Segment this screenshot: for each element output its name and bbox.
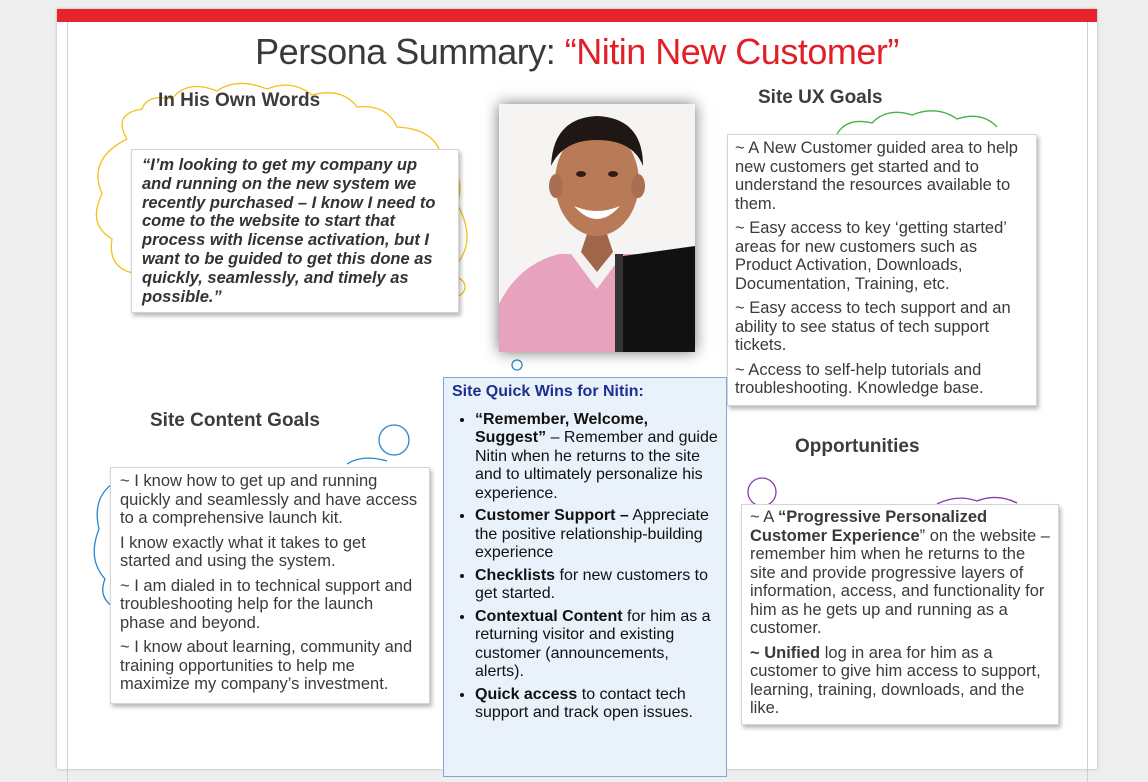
quick-win-bold: Quick access bbox=[475, 685, 578, 703]
own-words-heading: In His Own Words bbox=[158, 90, 321, 111]
quick-win-item bbox=[475, 411, 718, 504]
opportunity-item bbox=[750, 644, 1050, 718]
own-words-quote-card bbox=[131, 149, 459, 313]
opportunity-bold: ~ Unified bbox=[750, 643, 821, 662]
opportunity-lead: ~ A bbox=[750, 508, 778, 526]
content-goal-item: ~ I am dialed in to technical support and troubleshooting help for the launch phase and beyond. bbox=[120, 576, 413, 632]
quick-win-text: – Remember and guide Nitin when he returns to the site and to ultimately personalize his experience. bbox=[475, 429, 718, 502]
quick-win-item bbox=[475, 686, 718, 723]
quick-win-text: for him as a returning visitor and existing customer (announcements, alerts). bbox=[475, 607, 711, 680]
ux-goal-item: ~ A New Customer guided area to help new customers get started and to understand the resources available to them. bbox=[735, 139, 1018, 213]
quick-win-text: for new customers to get started. bbox=[475, 566, 708, 602]
own-words-quote: “I’m looking to get my company up and running on the new system we recently purchased – I know I need to come to the website to start that process with license activation, but I want to be guided to get this done as quickly, seamlessly, and timely as possible.” bbox=[142, 156, 436, 306]
quick-wins-panel bbox=[443, 377, 727, 777]
opportunity-item bbox=[750, 508, 1050, 638]
green-cloud bbox=[837, 111, 997, 134]
opportunity-text: log in area for him as a customer to give him access to support, learning, training, downloads, and the like. bbox=[750, 643, 1041, 717]
ux-goal-item: ~ Easy access to tech support and an ability to see status of tech support tickets. bbox=[735, 299, 1011, 354]
ux-goal-item: ~ Access to self-help tutorials and troubleshooting. Knowledge base. bbox=[735, 360, 984, 397]
quick-win-bold: Checklists bbox=[475, 566, 556, 584]
ux-goals-heading: Site UX Goals bbox=[758, 87, 883, 108]
content-goals-heading: Site Content Goals bbox=[150, 410, 320, 431]
quick-wins-list bbox=[452, 411, 718, 723]
quick-win-bold: Customer Support – bbox=[475, 507, 629, 524]
opportunities-heading: Opportunities bbox=[795, 436, 920, 457]
ux-goals-card bbox=[727, 134, 1037, 406]
content-goals-card bbox=[110, 467, 430, 704]
page-title bbox=[57, 31, 1097, 73]
title-prefix: Persona Summary: bbox=[255, 31, 565, 72]
quick-win-text: to contact tech support and track open issues. bbox=[475, 685, 693, 721]
content-goal-item: I know exactly what it takes to get started and using the system. bbox=[120, 533, 366, 570]
quick-win-item bbox=[475, 507, 718, 563]
opportunity-bold: “Progressive Personalized Customer Experience bbox=[750, 508, 988, 545]
persona-slide bbox=[57, 9, 1097, 769]
persona-photo bbox=[499, 104, 695, 352]
purple-cloud bbox=[748, 478, 1017, 506]
quick-win-item bbox=[475, 567, 718, 604]
quick-win-text: Appreciate the positive relationship-building experience bbox=[475, 507, 709, 561]
content-goal-item: ~ I know about learning, community and training opportunities to help me maximize my company’s investment. bbox=[120, 638, 413, 693]
ux-goal-item: ~ Easy access to key ‘getting started’ areas for new customers such as Product Activation, Downloads, Documentation, Training, etc. bbox=[735, 219, 1007, 293]
quick-win-item bbox=[475, 608, 718, 682]
quick-win-bold: Contextual Content bbox=[475, 607, 623, 625]
title-persona-name: “Nitin New Customer” bbox=[564, 31, 899, 72]
opportunity-text: ” on the website – remember him when he returns to the site and provide progressive layers of information, access, and functionality for him as he gets up and running as a customer. bbox=[750, 526, 1050, 637]
quick-wins-title: Site Quick Wins for Nitin: bbox=[452, 383, 644, 400]
content-goal-item: ~ I know how to get up and running quickly and seamlessly and have access to a comprehensive launch kit. bbox=[120, 472, 418, 527]
persona-portrait-image bbox=[499, 104, 695, 352]
opportunities-card bbox=[741, 504, 1059, 725]
quick-win-bold: “Remember, Welcome, Suggest” bbox=[475, 410, 649, 446]
